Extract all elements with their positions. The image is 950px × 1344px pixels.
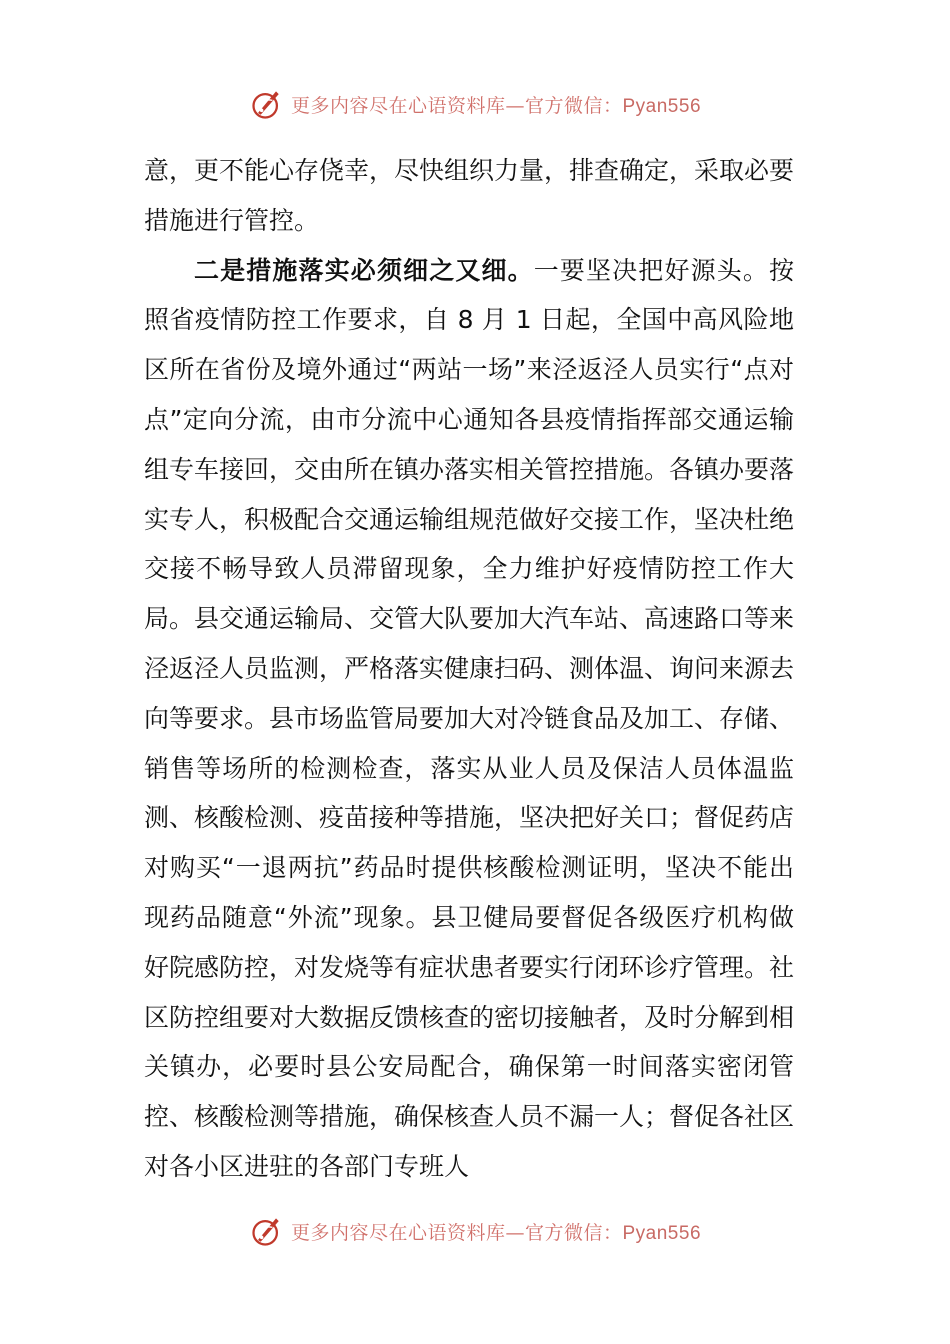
paragraph-text: 一要坚决把好源头。按照省疫情防控工作要求，自 8 月 1 日起，全国中高风险地区所在省份及境外通过“两站一场”来泾返泾人员实行“点对点”定向分流，由市分流中心通知各县疫情指挥部交通运输组专车接回，交由所在镇办落实相关管控措施。各镇办要落实专人，积极配合交通运输组规范做好交接工作，坚决杜绝交接不畅导致人员滞留现象，全力维护好疫情防控工作大局。县交通运输局、交管大队要加大汽车站、高速路口等来泾返泾人员监测，严格落实健康扫码、测体温、询问来源去向等要求。县市场监管局要加大对冷链食品及加工、存储、销售等场所的检测检查，落实从业人员及保洁人员体温监测、核酸检测、疫苗接种等措施，坚决把好关口；督促药店对购买“一退两抗”药品时提供核酸检测证明，坚决不能出现药品随意“外流”现象。县卫健局要督促各级医疗机构做好院感防控，对发烧等有症状患者要实行闭环诊疗管理。社区防控组要对大数据反馈核查的密切接触者，及时分解到相关镇办，必要时县公安局配合，确保第一时间落实密闭管控、核酸检测等措施，确保核查人员不漏一人；督促各社区对各小区进驻的各部门专班人 (144, 255, 795, 1181)
paragraph-text: 意，更不能心存侥幸，尽快组织力量，排查确定，采取必要措施进行管控。 (144, 156, 795, 235)
watermark-wechat-id: Pyan556 (622, 1222, 702, 1244)
watermark-label: 更多内容尽在心语资料库—官方微信： (290, 94, 623, 117)
quill-logo-icon (249, 86, 285, 122)
document-body (144, 146, 794, 1192)
paragraph-measures (144, 246, 794, 1192)
watermark-wechat-id: Pyan556 (622, 95, 702, 117)
watermark-label: 更多内容尽在心语资料库—官方微信： (290, 1221, 623, 1244)
header-watermark (0, 84, 950, 124)
footer-watermark (0, 1211, 950, 1251)
watermark-text (291, 1218, 701, 1245)
quill-logo-icon (249, 1213, 285, 1249)
watermark-text (291, 91, 701, 118)
paragraph-continuation (144, 146, 794, 246)
paragraph-heading: 二是措施落实必须细之又细。 (194, 255, 534, 285)
